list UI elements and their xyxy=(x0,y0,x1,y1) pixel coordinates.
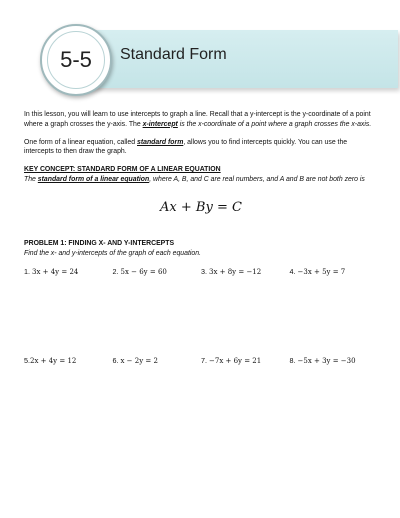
problem-item xyxy=(201,356,290,367)
item-equation: −7x + 6y = 21 xyxy=(209,356,262,365)
standard-form-definition-term: standard form of a linear equation xyxy=(37,175,150,183)
item-equation: −3x + 5y = 7 xyxy=(297,267,346,276)
item-number: 5. xyxy=(24,355,30,365)
intro-text: is the x-coordinate of a point where a graph crosses the x-axis. xyxy=(177,120,372,128)
lesson-header xyxy=(18,22,398,94)
item-number: 8. xyxy=(289,355,296,365)
key-concept-definition xyxy=(24,175,378,185)
intro-paragraph-2 xyxy=(24,138,378,158)
lesson-title: Standard Form xyxy=(120,46,227,63)
problem-heading: PROBLEM 1: FINDING X- AND Y-INTERCEPTS xyxy=(24,240,175,248)
item-number: 2. xyxy=(112,266,119,276)
definition-text: The xyxy=(24,175,38,183)
problem-item xyxy=(24,267,113,278)
problem-item xyxy=(201,267,290,278)
intro-text: , allows you to find intercepts quickly. You can use the intercepts to then draw the graph. xyxy=(24,138,348,156)
problem-item xyxy=(290,356,379,367)
definition-text: , where A, B, and C are real numbers, and A and B are not both zero is xyxy=(149,175,365,183)
problem-row-2 xyxy=(24,356,378,367)
problem-item xyxy=(290,267,379,278)
problem-item xyxy=(113,267,202,278)
intro-text: In this lesson, you will learn to use intercepts to graph a line. Recall that a y-intercept is the y-coordinate of a point where a graph crosses the y-axis. The xyxy=(24,111,371,128)
item-equation: x − 2y = 2 xyxy=(120,356,158,365)
lesson-number: 5-5 xyxy=(47,31,105,89)
key-concept-heading: KEY CONCEPT: STANDARD FORM OF A LINEAR EQUATION xyxy=(24,166,221,174)
x-intercept-term: x-intercept xyxy=(142,120,178,128)
item-equation: 3x + 8y = −12 xyxy=(209,267,262,276)
problem-row-1 xyxy=(24,267,378,278)
lesson-content xyxy=(24,110,378,367)
problem-item xyxy=(113,356,202,367)
standard-form-formula: Ax + By = C xyxy=(160,199,242,215)
item-number: 6. xyxy=(112,355,119,365)
item-equation: −5x + 3y = −30 xyxy=(297,356,356,365)
problem-item xyxy=(24,356,113,367)
intro-paragraph-1 xyxy=(24,110,378,130)
standard-form-term: standard form xyxy=(137,138,184,146)
item-number: 7. xyxy=(201,355,207,365)
item-equation: 3x + 4y = 24 xyxy=(32,267,79,276)
item-number: 1. xyxy=(24,266,30,276)
intro-text: One form of a linear equation, called xyxy=(24,138,137,146)
lesson-badge xyxy=(40,24,112,96)
item-equation: 2x + 4y = 12 xyxy=(30,356,77,365)
item-equation: 5x − 6y = 60 xyxy=(120,267,167,276)
problem-instruction: Find the x- and y-intercepts of the graph of each equation. xyxy=(24,250,201,258)
item-number: 3. xyxy=(201,266,207,276)
item-number: 4. xyxy=(289,266,296,276)
